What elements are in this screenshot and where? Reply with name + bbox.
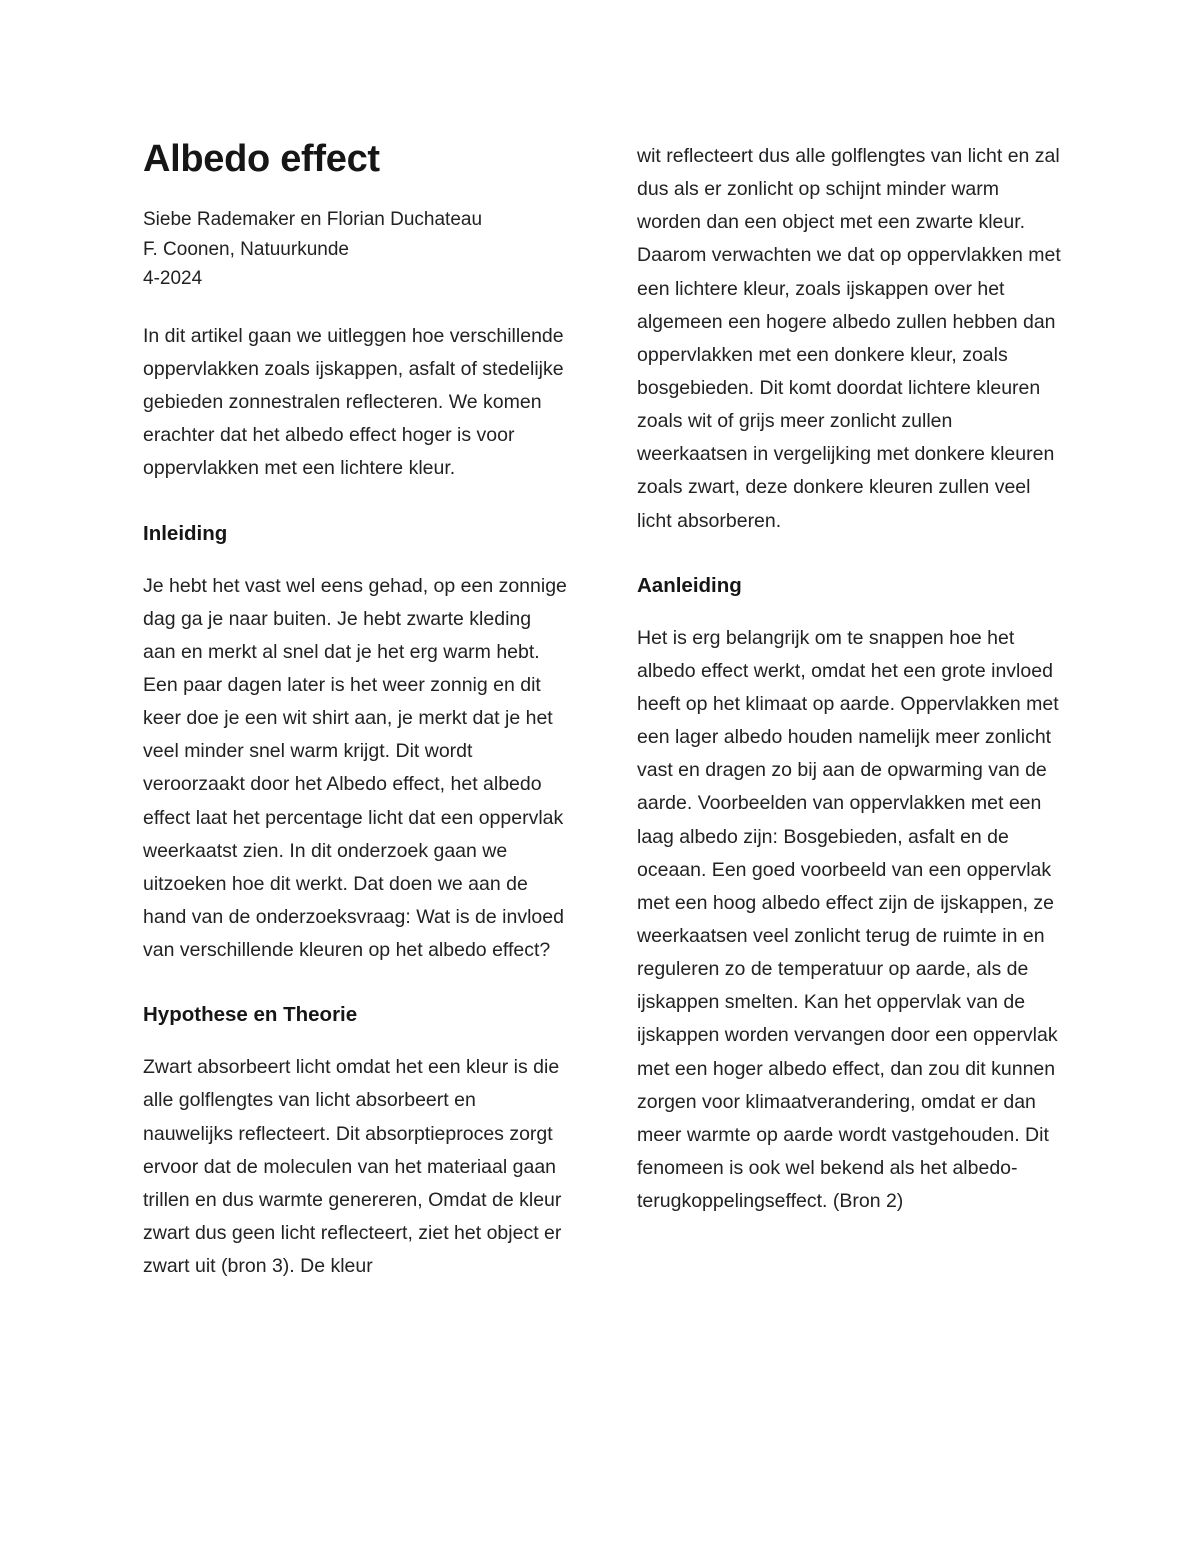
inleiding-paragraph: Je hebt het vast wel eens gehad, op een zonnige dag ga je naar buiten. Je hebt zwarte kleding aan en merkt al snel dat je het erg warm hebt. Een paar dagen later is het weer zonnig en dit keer doe je een wit shirt aan, je merkt dat je het veel minder snel warm krijgt. Dit wordt veroorzaakt door het Albedo effect, het albedo effect laat het percentage licht dat een oppervlak weerkaatst zien. In dit onderzoek gaan we uitzoeken hoe dit werkt. Dat doen we aan de hand van de onderzoeksvraag: Wat is de invloed van verschillende kleuren op het albedo effect?: [143, 574, 567, 962]
hypothese-paragraph-left: Zwart absorbeert licht omdat het een kleur is die alle golflengtes van licht absorbeert en nauwelijks reflecteert. Dit absorptieproces zorgt ervoor dat de moleculen van het materiaal gaan trillen en dus warmte genereren, Omdat de kleur zwart dus geen licht reflecteert, ziet het object er zwart uit (bron 3). De kleur: [143, 1056, 562, 1278]
section-heading-inleiding: Inleiding: [143, 521, 228, 545]
page-title: Albedo effect: [143, 138, 380, 180]
supervisor-line: F. Coonen, Natuurkunde: [143, 238, 349, 260]
left-column: [143, 138, 569, 1283]
abstract-paragraph: In dit artikel gaan we uitleggen hoe verschillende oppervlakken zoals ijskappen, asfalt of stedelijke gebieden zonnestralen reflecteren. We komen erachter dat het albedo effect hoger is voor oppervlakken met een lichtere kleur.: [143, 324, 564, 480]
right-column: [637, 138, 1063, 1218]
author-line: Siebe Rademaker en Florian Duchateau: [143, 209, 483, 230]
section-heading-hypothese: Hypothese en Theorie: [143, 1003, 358, 1027]
two-column-layout: [143, 138, 1062, 1283]
section-heading-aanleiding: Aanleiding: [637, 573, 742, 597]
date-line: 4-2024: [143, 268, 203, 290]
hypothese-paragraph-right: wit reflecteert dus alle golflengtes van licht en zal dus als er zonlicht op schijnt minder warm worden dan een object met een zwarte kleur. Daarom verwachten we dat op oppervlakken met een lichtere kleur, zoals ijskappen over het algemeen een hogere albedo zullen hebben dan oppervlakken met een donkere kleur, zoals bosgebieden. Dit komt doordat lichtere kleuren zoals wit of grijs meer zonlicht zullen weerkaatsen in vergelijking met donkere kleuren zoals zwart, deze donkere kleuren zullen veel licht absorberen.: [637, 145, 1061, 532]
aanleiding-paragraph: Het is erg belangrijk om te snappen hoe het albedo effect werkt, omdat het een grote invloed heeft op het klimaat op aarde. Oppervlakken met een lager albedo houden namelijk meer zonlicht vast en dragen zo bij aan de opwarming van de aarde. Voorbeelden van oppervlakken met een laag albedo zijn: Bosgebieden, asfalt en de oceaan. Een goed voorbeeld van een oppervlak met een hoog albedo effect zijn de ijskappen, ze weerkaatsen veel zonlicht terug de ruimte in en reguleren zo de temperatuur op aarde, als de ijskappen smelten. Kan het oppervlak van de ijskappen worden vervangen door een oppervlak met een hoger albedo effect, dan zou dit kunnen zorgen voor klimaatverandering, omdat er dan meer warmte op aarde wordt vastgehouden. Dit fenomeen is ook wel bekend als het albedo-terugkoppelingseffect. (Bron 2): [637, 626, 1059, 1213]
